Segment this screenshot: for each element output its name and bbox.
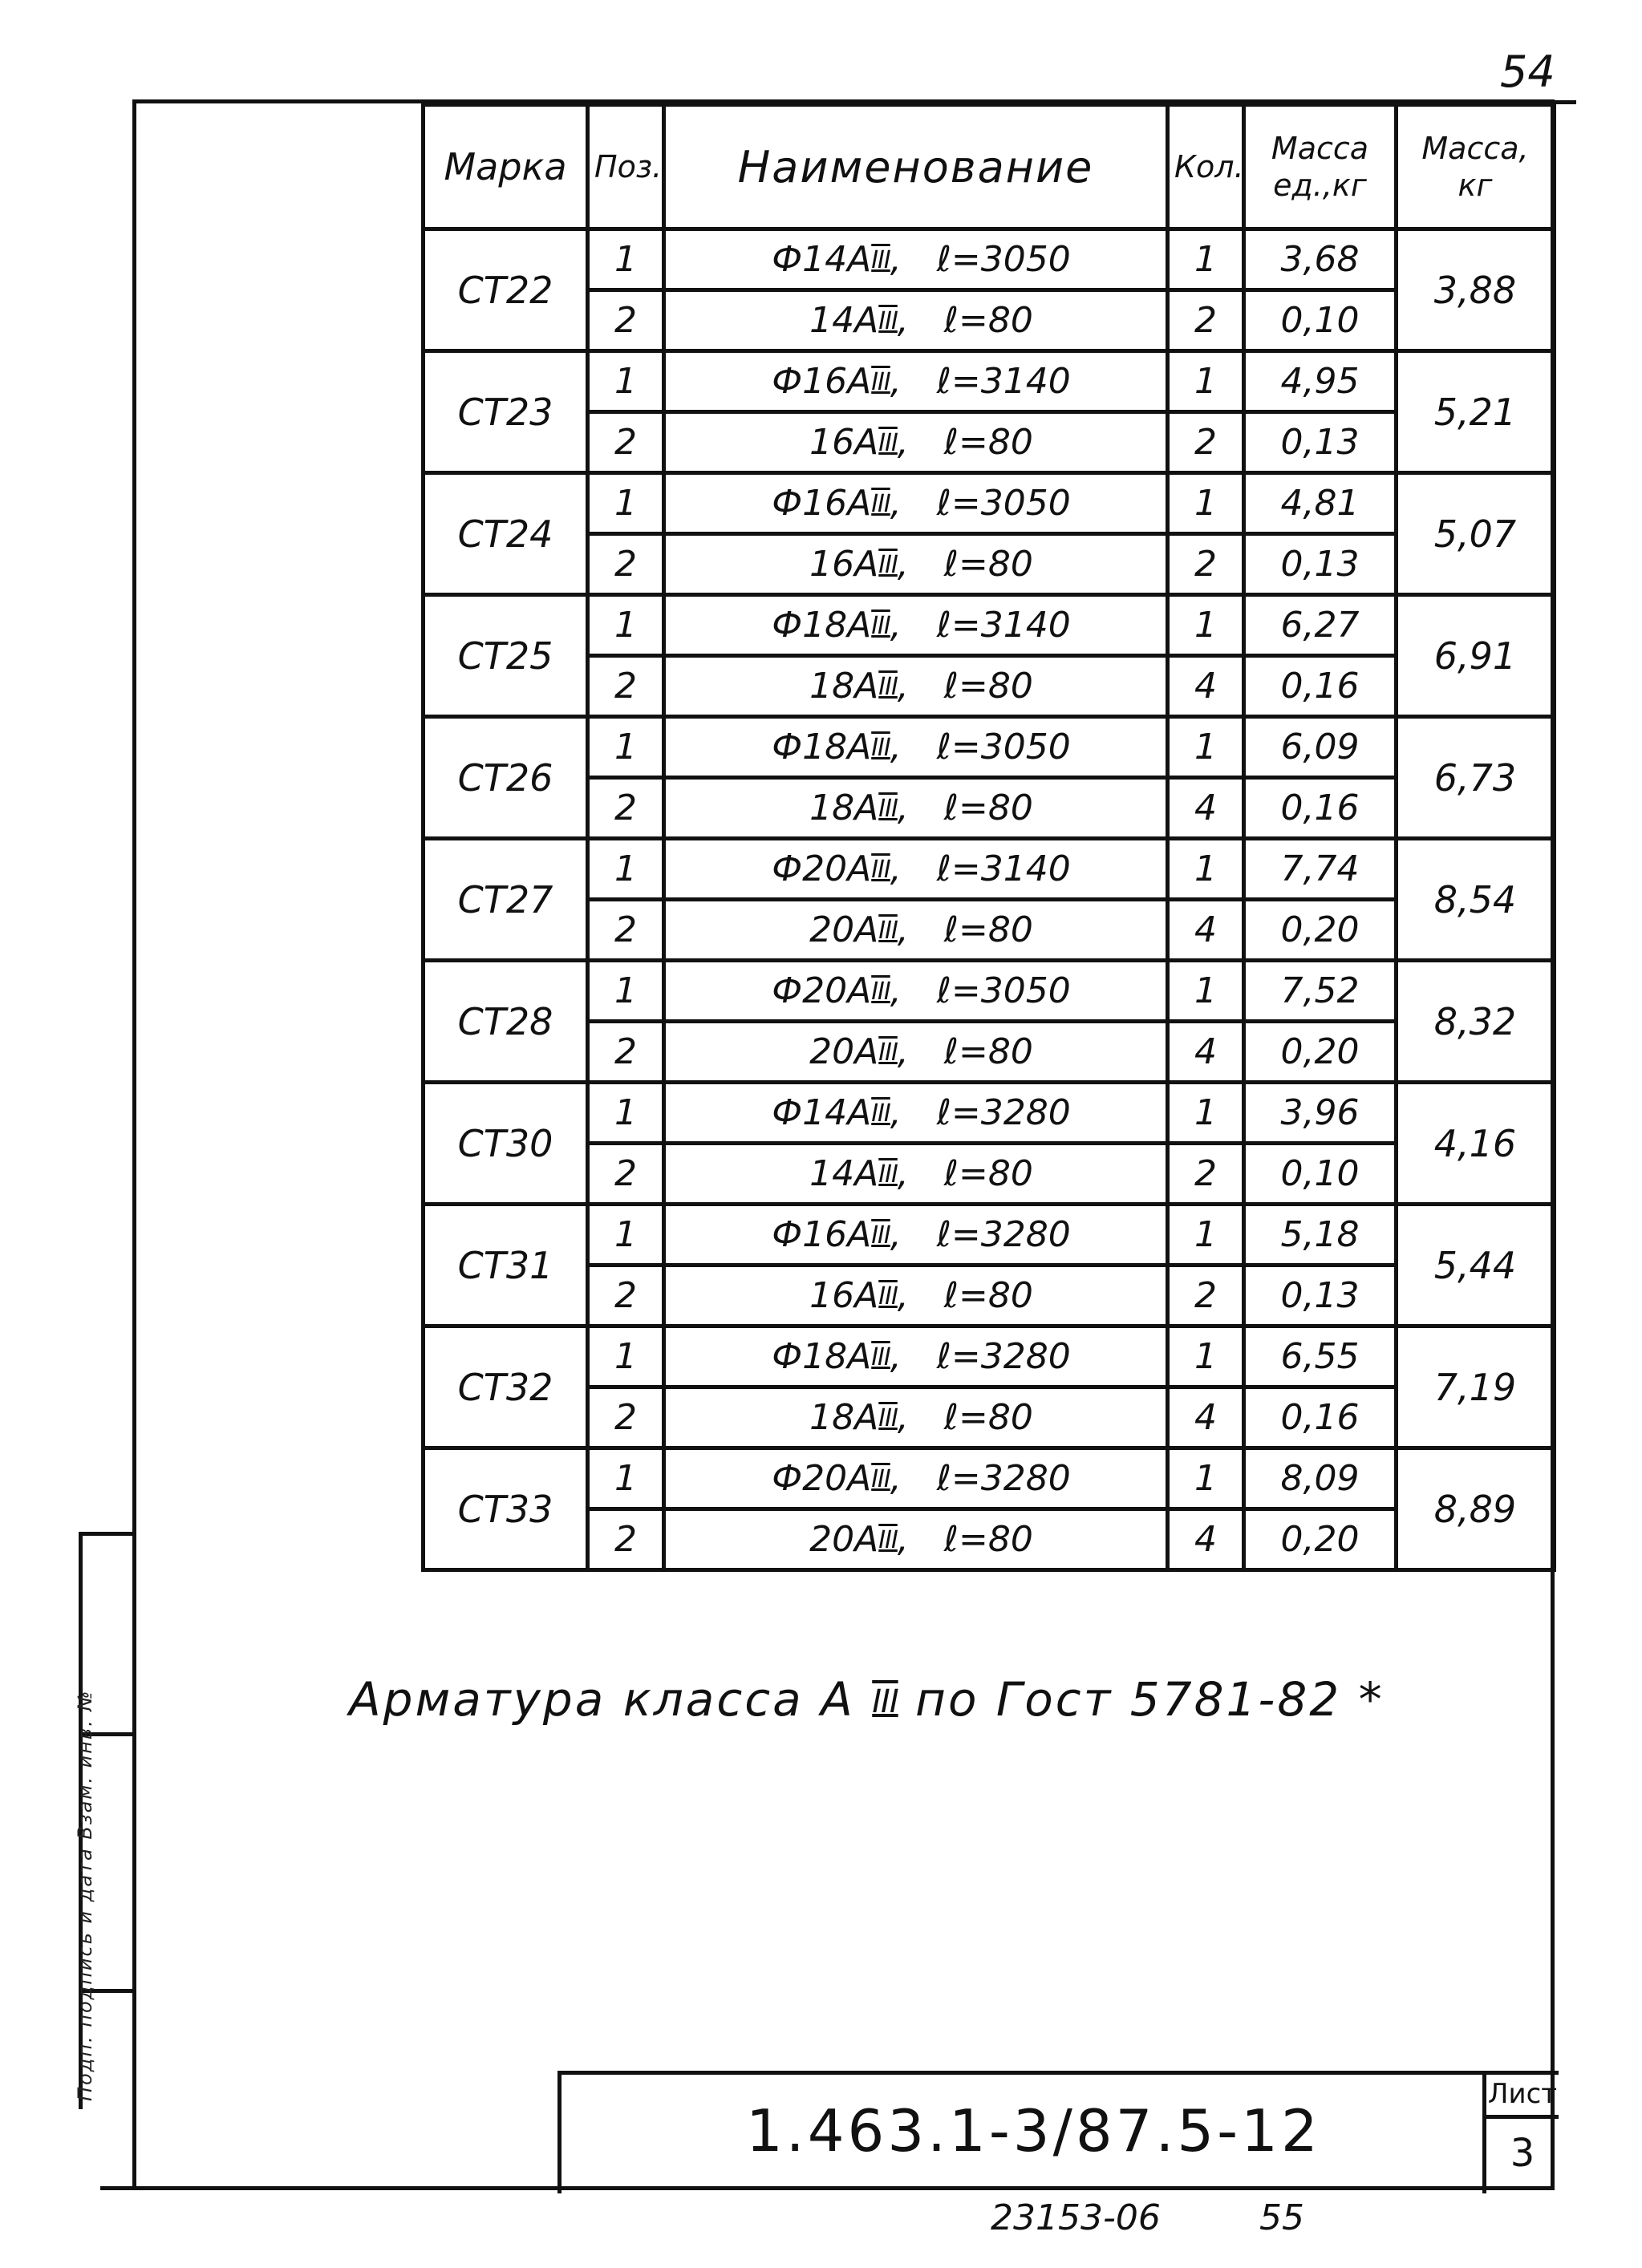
steel-class: III (878, 1404, 898, 1432)
bar-designation: 20А (809, 1519, 879, 1560)
cell-quantity: 1 (1168, 229, 1244, 290)
cell-unit-mass: 0,20 (1244, 1022, 1397, 1083)
cell-position: 2 (588, 1144, 664, 1205)
cell-position: 1 (588, 595, 664, 656)
cell-name (664, 1387, 1168, 1448)
separator: , (897, 1397, 944, 1438)
table-row (424, 656, 1555, 717)
cell-mark: СТ32 (424, 1326, 588, 1448)
bar-designation: 14А (809, 300, 879, 341)
bar-length: ℓ=3050 (936, 970, 1071, 1011)
separator: , (890, 727, 937, 767)
cell-mark: СТ24 (424, 473, 588, 595)
cell-position: 1 (588, 351, 664, 412)
note-class: III (872, 1683, 898, 1720)
cell-unit-mass: 0,13 (1244, 1266, 1397, 1326)
bar-designation: 18А (809, 788, 879, 828)
bar-length: ℓ=80 (943, 422, 1033, 463)
bar-length: ℓ=80 (943, 909, 1033, 950)
cell-quantity: 1 (1168, 473, 1244, 534)
bar-length: ℓ=3280 (936, 1336, 1071, 1377)
cell-name (664, 534, 1168, 595)
cell-name (664, 717, 1168, 778)
header-total-mass: Масса, кг (1397, 105, 1555, 229)
cell-position: 2 (588, 656, 664, 717)
table-header-row (424, 105, 1555, 229)
bar-designation: Ф14А (772, 1092, 872, 1133)
table-row (424, 717, 1555, 778)
cell-position: 2 (588, 1509, 664, 1570)
header-quantity: Кол. (1168, 105, 1244, 229)
separator: , (890, 1214, 937, 1255)
cell-total-mass: 5,21 (1397, 351, 1555, 473)
bar-designation: Ф20А (772, 1458, 872, 1499)
sheet-label: Лист (1486, 2078, 1559, 2119)
cell-mark: СТ22 (424, 229, 588, 351)
cell-position: 1 (588, 1205, 664, 1266)
bar-length: ℓ=3050 (936, 727, 1071, 767)
table-row (424, 351, 1555, 412)
steel-class: III (871, 1221, 890, 1249)
cell-name (664, 1205, 1168, 1266)
cell-quantity: 1 (1168, 1205, 1244, 1266)
separator: , (897, 1275, 944, 1316)
bar-designation: 18А (809, 1397, 879, 1438)
bar-length: ℓ=80 (943, 788, 1033, 828)
steel-class: III (871, 1100, 890, 1128)
bar-length: ℓ=3280 (936, 1458, 1071, 1499)
side-stamp-text: Подп. подпись и дата Взам. инв. № (74, 1689, 96, 2101)
cell-name (664, 900, 1168, 961)
cell-unit-mass: 6,09 (1244, 717, 1397, 778)
steel-class: III (871, 368, 890, 396)
page-number: 54 (1500, 47, 1555, 97)
cell-unit-mass: 0,16 (1244, 656, 1397, 717)
bar-length: ℓ=3140 (936, 361, 1071, 402)
bar-designation: Ф16А (772, 361, 872, 402)
bar-designation: 16А (809, 1275, 879, 1316)
bar-designation: Ф20А (772, 848, 872, 889)
cell-unit-mass: 5,18 (1244, 1205, 1397, 1266)
header-mark: Марка (424, 105, 588, 229)
cell-quantity: 1 (1168, 1326, 1244, 1387)
steel-class: III (878, 1282, 898, 1310)
cell-unit-mass: 4,81 (1244, 473, 1397, 534)
cell-unit-mass: 0,20 (1244, 900, 1397, 961)
bar-length: ℓ=80 (943, 544, 1033, 585)
cell-name (664, 290, 1168, 351)
cell-position: 1 (588, 1448, 664, 1509)
separator: , (890, 848, 937, 889)
bar-length: ℓ=3140 (936, 848, 1071, 889)
sheet-number: 3 (1510, 2131, 1535, 2176)
cell-quantity: 1 (1168, 961, 1244, 1022)
bar-length: ℓ=3050 (936, 239, 1071, 280)
cell-position: 1 (588, 839, 664, 900)
steel-class: III (878, 673, 898, 701)
cell-quantity: 2 (1168, 412, 1244, 473)
steel-class: III (871, 246, 890, 274)
side-stamp-tick (79, 1532, 135, 1536)
cell-quantity: 2 (1168, 534, 1244, 595)
cell-quantity: 2 (1168, 290, 1244, 351)
cell-name (664, 229, 1168, 290)
cell-name (664, 961, 1168, 1022)
cell-total-mass: 4,16 (1397, 1083, 1555, 1205)
cell-name (664, 473, 1168, 534)
cell-position: 2 (588, 778, 664, 839)
separator: , (897, 422, 944, 463)
cell-unit-mass: 7,74 (1244, 839, 1397, 900)
steel-class: III (878, 1160, 898, 1189)
cell-position: 2 (588, 900, 664, 961)
table-row (424, 778, 1555, 839)
table-row (424, 1022, 1555, 1083)
table-row (424, 473, 1555, 534)
bar-length: ℓ=3280 (936, 1092, 1071, 1133)
table-row (424, 534, 1555, 595)
footer-code: 23153-06 (991, 2197, 1161, 2238)
bar-designation: 18А (809, 666, 879, 707)
bar-designation: Ф20А (772, 970, 872, 1011)
cell-unit-mass: 0,10 (1244, 1144, 1397, 1205)
separator: , (890, 361, 937, 402)
cell-position: 2 (588, 534, 664, 595)
bar-designation: Ф16А (772, 1214, 872, 1255)
table-row (424, 839, 1555, 900)
steel-class: III (871, 1465, 890, 1493)
table-row (424, 1326, 1555, 1387)
bar-length: ℓ=80 (943, 1275, 1033, 1316)
cell-quantity: 1 (1168, 839, 1244, 900)
cell-position: 1 (588, 229, 664, 290)
separator: , (897, 1519, 944, 1560)
separator: , (890, 1336, 937, 1377)
cell-quantity: 1 (1168, 351, 1244, 412)
cell-position: 1 (588, 1083, 664, 1144)
steel-class: III (878, 551, 898, 579)
table-body (424, 229, 1555, 1570)
cell-mark: СТ31 (424, 1205, 588, 1326)
bar-designation: Ф18А (772, 605, 872, 646)
cell-mark: СТ26 (424, 717, 588, 839)
cell-position: 2 (588, 290, 664, 351)
cell-unit-mass: 0,13 (1244, 534, 1397, 595)
steel-class: III (878, 429, 898, 457)
header-name: Наименование (664, 105, 1168, 229)
separator: , (890, 1092, 937, 1133)
bar-designation: 16А (809, 422, 879, 463)
cell-position: 1 (588, 1326, 664, 1387)
cell-unit-mass: 8,09 (1244, 1448, 1397, 1509)
cell-quantity: 2 (1168, 1144, 1244, 1205)
separator: , (897, 666, 944, 707)
cell-unit-mass: 4,95 (1244, 351, 1397, 412)
cell-quantity: 4 (1168, 1387, 1244, 1448)
steel-class: III (878, 1526, 898, 1554)
cell-mark: СТ27 (424, 839, 588, 961)
cell-position: 2 (588, 1387, 664, 1448)
bar-designation: Ф18А (772, 1336, 872, 1377)
cell-position: 1 (588, 717, 664, 778)
table-row (424, 961, 1555, 1022)
table-row (424, 1448, 1555, 1509)
cell-position: 1 (588, 473, 664, 534)
table-row (424, 412, 1555, 473)
cell-name (664, 351, 1168, 412)
separator: , (890, 605, 937, 646)
bar-length: ℓ=3050 (936, 483, 1071, 524)
cell-unit-mass: 3,68 (1244, 229, 1397, 290)
cell-total-mass: 5,07 (1397, 473, 1555, 595)
bar-designation: Ф16А (772, 483, 872, 524)
table-row (424, 1387, 1555, 1448)
cell-quantity: 2 (1168, 1266, 1244, 1326)
cell-quantity: 4 (1168, 778, 1244, 839)
table-row (424, 1509, 1555, 1570)
cell-quantity: 4 (1168, 1022, 1244, 1083)
cell-total-mass: 8,89 (1397, 1448, 1555, 1570)
bar-designation: 20А (809, 909, 879, 950)
cell-position: 2 (588, 1022, 664, 1083)
separator: , (890, 239, 937, 280)
table-row (424, 900, 1555, 961)
separator: , (897, 1153, 944, 1194)
cell-unit-mass: 0,13 (1244, 412, 1397, 473)
cell-unit-mass: 0,20 (1244, 1509, 1397, 1570)
bar-length: ℓ=3140 (936, 605, 1071, 646)
steel-class: III (878, 795, 898, 823)
separator: , (897, 544, 944, 585)
sheet-box (1482, 2075, 1559, 2193)
separator: , (897, 1031, 944, 1072)
cell-total-mass: 5,44 (1397, 1205, 1555, 1326)
bar-length: ℓ=80 (943, 1397, 1033, 1438)
bar-length: ℓ=3280 (936, 1214, 1071, 1255)
cell-name (664, 1022, 1168, 1083)
bar-length: ℓ=80 (943, 666, 1033, 707)
note-text-after: по Гост 5781-82 * (915, 1672, 1385, 1727)
cell-total-mass: 8,32 (1397, 961, 1555, 1083)
table-row (424, 1144, 1555, 1205)
cell-unit-mass: 0,16 (1244, 1387, 1397, 1448)
separator: , (890, 970, 937, 1011)
table-row (424, 1266, 1555, 1326)
steel-class: III (878, 917, 898, 945)
cell-position: 1 (588, 961, 664, 1022)
table-row (424, 1205, 1555, 1266)
cell-name (664, 1509, 1168, 1570)
steel-class: III (871, 490, 890, 518)
cell-quantity: 1 (1168, 1448, 1244, 1509)
steel-class: III (878, 1039, 898, 1067)
cell-name (664, 1448, 1168, 1509)
cell-mark: СТ23 (424, 351, 588, 473)
cell-position: 2 (588, 1266, 664, 1326)
bar-designation: 20А (809, 1031, 879, 1072)
steel-class: III (871, 856, 890, 884)
cell-position: 2 (588, 412, 664, 473)
cell-name (664, 595, 1168, 656)
bar-designation: Ф14А (772, 239, 872, 280)
cell-quantity: 1 (1168, 1083, 1244, 1144)
note-text-before: Арматура класса А (349, 1672, 855, 1727)
cell-total-mass: 6,91 (1397, 595, 1555, 717)
separator: , (897, 300, 944, 341)
frame-left (132, 99, 136, 2189)
cell-quantity: 4 (1168, 1509, 1244, 1570)
cell-name (664, 778, 1168, 839)
cell-unit-mass: 6,55 (1244, 1326, 1397, 1387)
cell-name (664, 1266, 1168, 1326)
separator: , (897, 788, 944, 828)
separator: , (897, 909, 944, 950)
header-unit-mass: Масса ед.,кг (1244, 105, 1397, 229)
bar-designation: Ф18А (772, 727, 872, 767)
cell-unit-mass: 0,10 (1244, 290, 1397, 351)
bar-length: ℓ=80 (943, 1031, 1033, 1072)
cell-total-mass: 8,54 (1397, 839, 1555, 961)
steel-class: III (871, 978, 890, 1006)
cell-total-mass: 3,88 (1397, 229, 1555, 351)
cell-name (664, 1144, 1168, 1205)
table-row (424, 1083, 1555, 1144)
cell-quantity: 4 (1168, 900, 1244, 961)
cell-total-mass: 7,19 (1397, 1326, 1555, 1448)
footer-number: 55 (1259, 2197, 1304, 2238)
cell-quantity: 1 (1168, 717, 1244, 778)
cell-name (664, 1083, 1168, 1144)
separator: , (890, 483, 937, 524)
bar-length: ℓ=80 (943, 1519, 1033, 1560)
cell-unit-mass: 7,52 (1244, 961, 1397, 1022)
separator: , (890, 1458, 937, 1499)
bar-designation: 16А (809, 544, 879, 585)
cell-name (664, 1326, 1168, 1387)
steel-class: III (871, 1343, 890, 1371)
cell-name (664, 656, 1168, 717)
cell-mark: СТ30 (424, 1083, 588, 1205)
table-row (424, 595, 1555, 656)
cell-total-mass: 6,73 (1397, 717, 1555, 839)
bar-length: ℓ=80 (943, 300, 1033, 341)
cell-mark: СТ28 (424, 961, 588, 1083)
cell-quantity: 1 (1168, 595, 1244, 656)
cell-unit-mass: 0,16 (1244, 778, 1397, 839)
steel-class: III (878, 307, 898, 335)
cell-name (664, 839, 1168, 900)
note (349, 1672, 1385, 1727)
cell-unit-mass: 3,96 (1244, 1083, 1397, 1144)
cell-unit-mass: 6,27 (1244, 595, 1397, 656)
header-position: Поз. (588, 105, 664, 229)
cell-name (664, 412, 1168, 473)
cell-quantity: 4 (1168, 656, 1244, 717)
steel-class: III (871, 734, 890, 762)
steel-class: III (871, 612, 890, 640)
title-block (557, 2071, 1559, 2193)
table-row (424, 290, 1555, 351)
cell-mark: СТ33 (424, 1448, 588, 1570)
bar-length: ℓ=80 (943, 1153, 1033, 1194)
document-code: 1.463.1-3/87.5-12 (746, 2097, 1321, 2165)
specification-table (421, 103, 1556, 1572)
cell-mark: СТ25 (424, 595, 588, 717)
table-row (424, 229, 1555, 290)
bar-designation: 14А (809, 1153, 879, 1194)
